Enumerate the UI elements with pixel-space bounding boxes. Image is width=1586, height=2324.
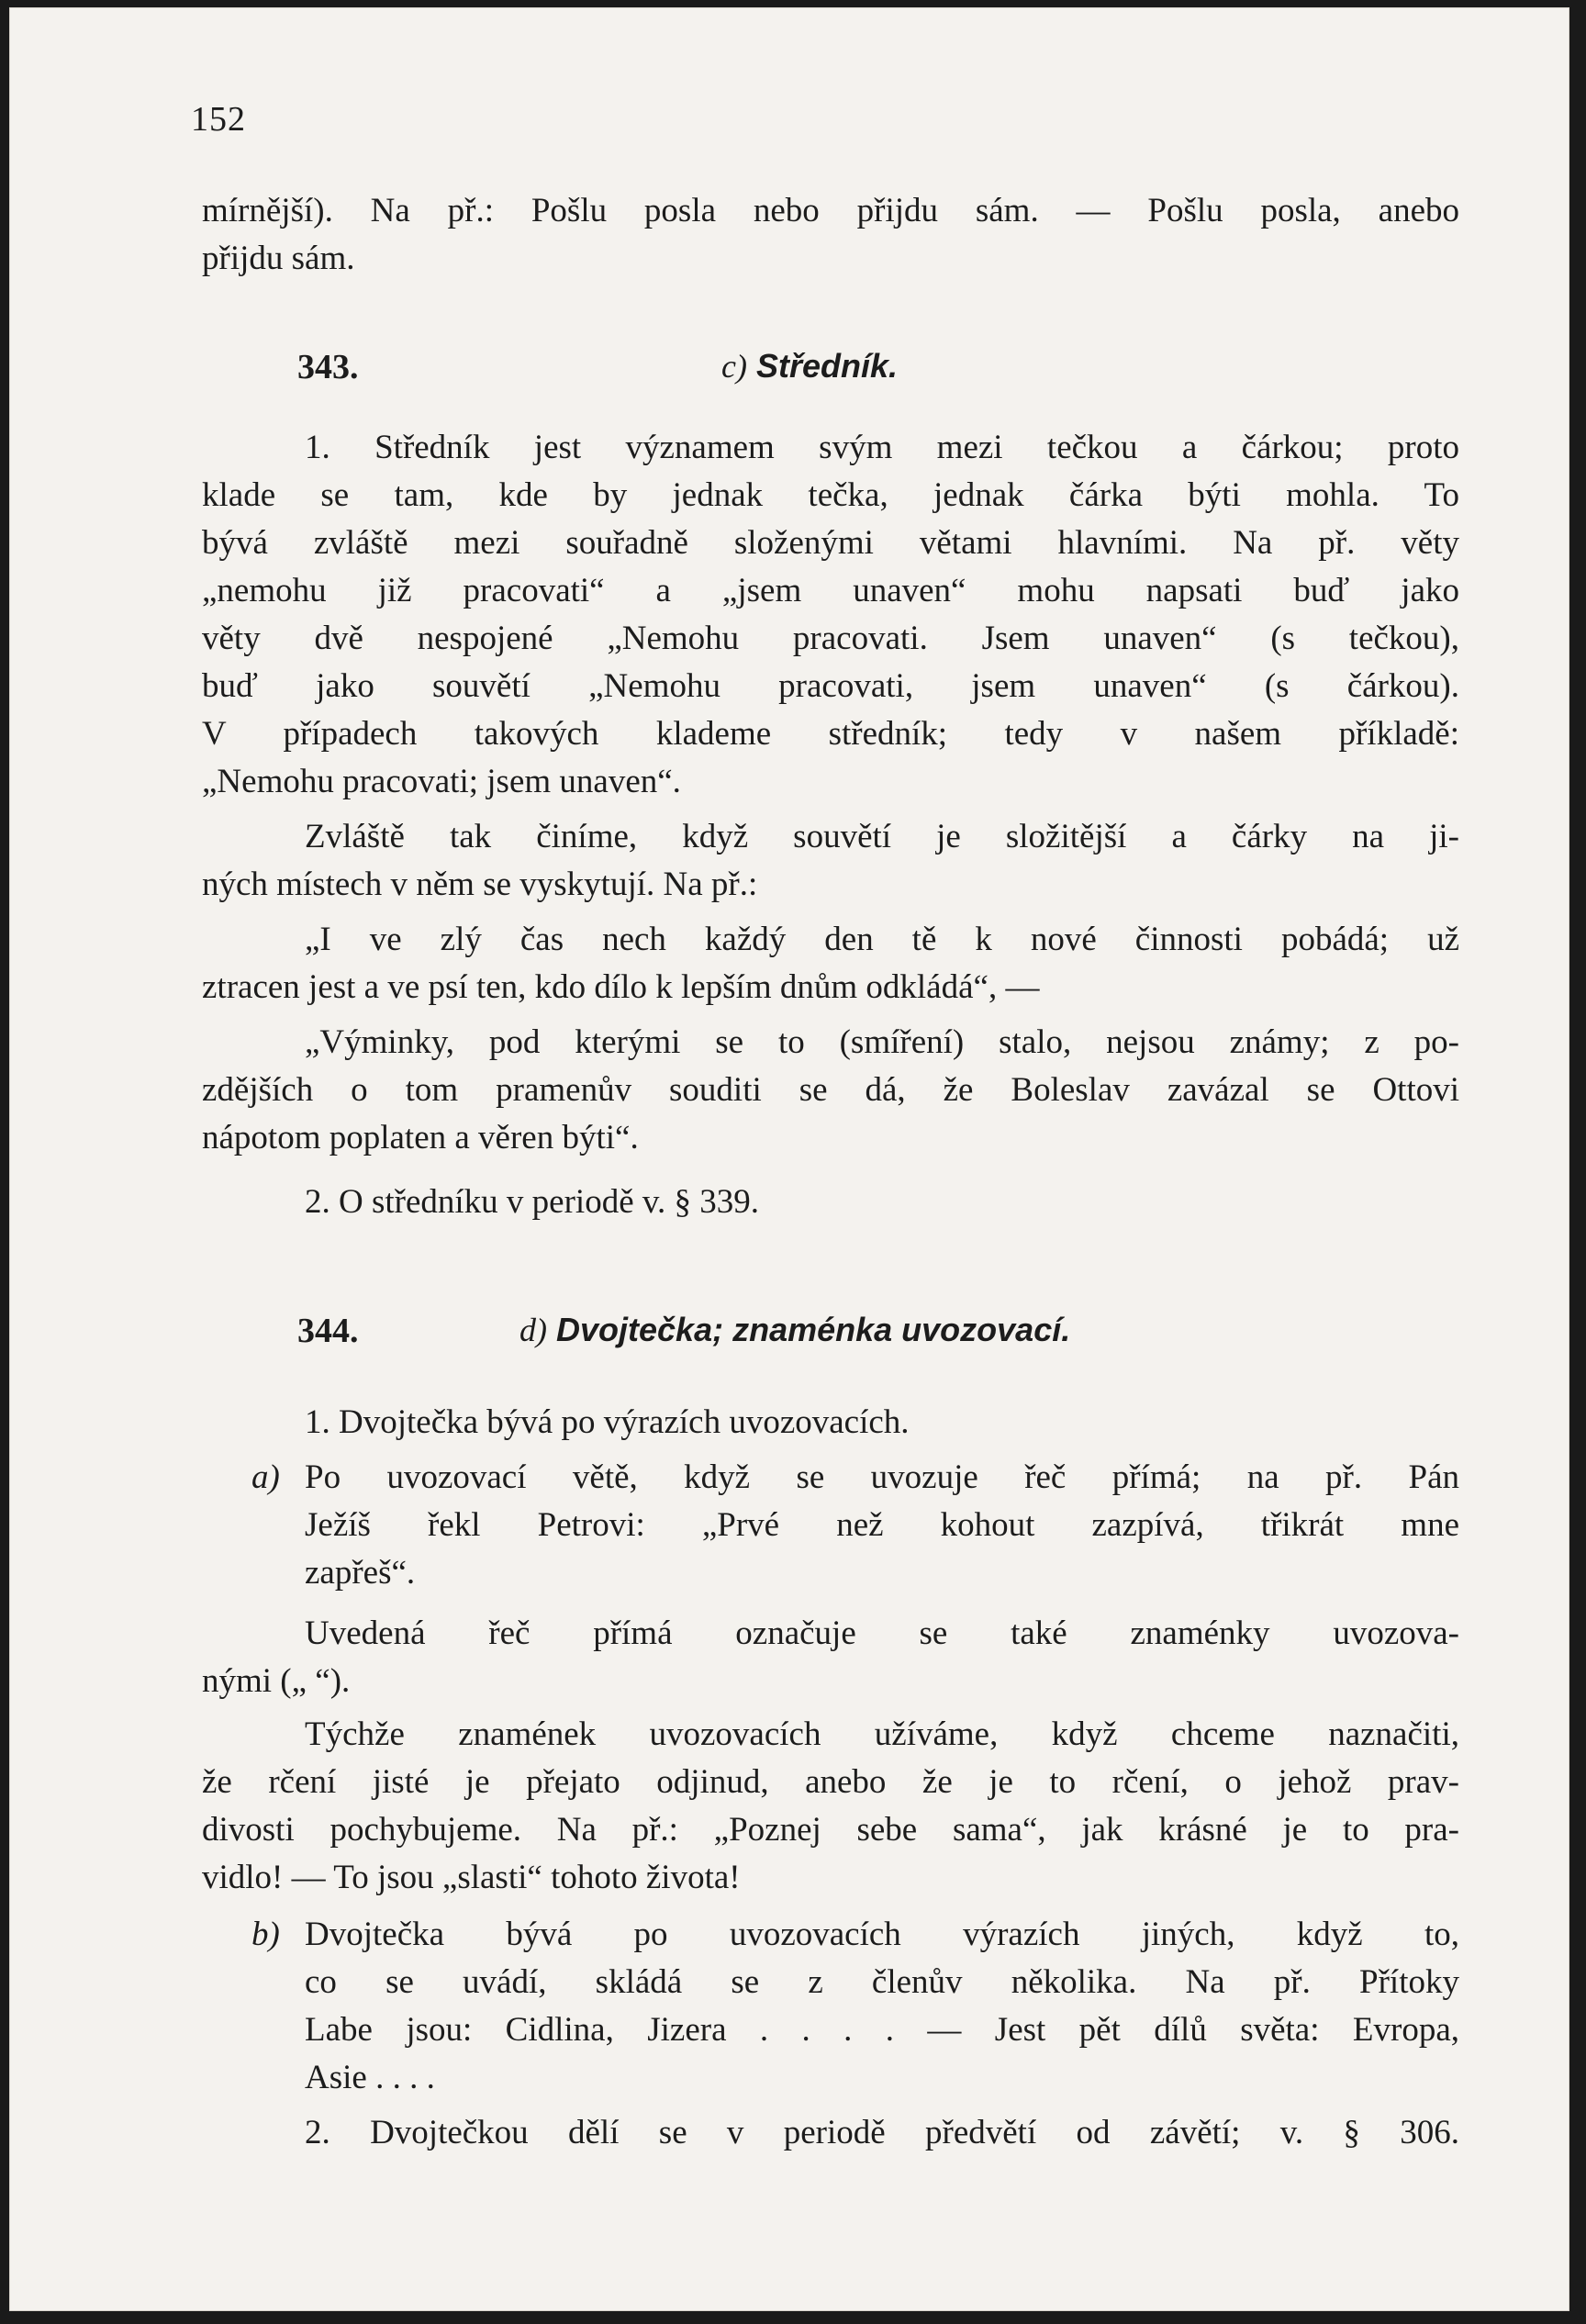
text-line: „nemohu již pracovati“ a „jsem unaven“ mohu napsati buď jako bbox=[202, 572, 1459, 609]
page-number: 152 bbox=[191, 100, 246, 139]
text-line: buď jako souvětí „Nemohu pracovati, jsem unaven“ (s čárkou). bbox=[202, 667, 1459, 705]
section-343-letter: c) bbox=[721, 348, 747, 385]
section-344-heading bbox=[519, 1311, 1070, 1349]
item-b-line: Labe jsou: Cidlina, Jizera . . . . — Jest pět dílů světa: Evropa, bbox=[305, 2011, 1459, 2049]
section-343-number: 343. bbox=[297, 348, 359, 386]
example-line: ztracen jest a ve psí ten, kdo dílo k lepším dnům odkládá“, — bbox=[202, 968, 1040, 1006]
text-line: 1. Středník jest významem svým mezi tečkou a čárkou; proto bbox=[305, 429, 1459, 466]
section-343-heading bbox=[721, 347, 898, 385]
text-line: přijdu sám. bbox=[202, 240, 355, 277]
item-a-label: a) bbox=[251, 1458, 280, 1496]
section-344-letter: d) bbox=[519, 1312, 547, 1348]
text-line: mírnější). Na př.: Pošlu posla nebo přijdu sám. — Pošlu posla, anebo bbox=[202, 192, 1459, 229]
section-344-title: Dvojtečka; znaménka uvozovací. bbox=[556, 1311, 1071, 1348]
text-line: ných místech v něm se vyskytují. Na př.: bbox=[202, 866, 758, 903]
example-line: „I ve zlý čas nech každý den tě k nové činnosti pobádá; už bbox=[305, 921, 1459, 958]
example-line: nápotom poplaten a věren býti“. bbox=[202, 1119, 639, 1156]
small-text-line: vidlo! — To jsou „slasti“ tohoto života! bbox=[202, 1859, 741, 1896]
text-line: 1. Dvojtečka bývá po výrazích uvozovacích. bbox=[305, 1403, 910, 1441]
text-line: klade se tam, kde by jednak tečka, jednak čárka býti mohla. To bbox=[202, 476, 1459, 514]
text-line: V případech takových klademe středník; tedy v našem příkladě: bbox=[202, 715, 1459, 753]
item-b-line bbox=[251, 1911, 1459, 1959]
example-line: zdějších o tom pramenův souditi se dá, že Boleslav zavázal se Ottovi bbox=[202, 1071, 1459, 1109]
section-343-title: Středník. bbox=[755, 347, 899, 385]
book-page bbox=[9, 7, 1569, 2311]
section-344-number: 344. bbox=[297, 1312, 359, 1350]
item-a-line: Ježíš řekl Petrovi: „Prvé než kohout zazpívá, třikrát mne bbox=[305, 1506, 1459, 1544]
item-a-text: Po uvozovací větě, když se uvozuje řeč přímá; na př. Pán bbox=[305, 1458, 1459, 1496]
text-line: 2. Dvojtečkou dělí se v periodě předvětí od závětí; v. § 306. bbox=[305, 2114, 1459, 2151]
item-b-line: Asie . . . . bbox=[305, 2059, 435, 2096]
text-line: nými („ “). bbox=[202, 1662, 351, 1700]
text-line: „Nemohu pracovati; jsem unaven“. bbox=[202, 763, 681, 800]
text-line: Uvedená řeč přímá označuje se také znaménky uvozova- bbox=[305, 1615, 1459, 1652]
item-b-label: b) bbox=[251, 1916, 280, 1953]
item-b-line: co se uvádí, skládá se z členův několika. Na př. Přítoky bbox=[305, 1963, 1459, 2001]
small-text-line: divosti pochybujeme. Na př.: „Poznej sebe sama“, jak krásné je to pra- bbox=[202, 1811, 1459, 1849]
small-text-line: že rčení jisté je přejato odjinud, anebo že je to rčení, o jehož prav- bbox=[202, 1763, 1459, 1801]
example-line: „Výminky, pod kterými se to (smíření) stalo, nejsou známy; z po- bbox=[305, 1023, 1459, 1061]
item-a-line: zapřeš“. bbox=[305, 1554, 416, 1592]
text-line: věty dvě nespojené „Nemohu pracovati. Jsem unaven“ (s tečkou), bbox=[202, 620, 1459, 657]
text-line: 2. O středníku v periodě v. § 339. bbox=[305, 1183, 759, 1221]
text-line: Zvláště tak činíme, když souvětí je složitější a čárky na ji- bbox=[305, 818, 1459, 855]
text-line: bývá zvláště mezi souřadně složenými větami hlavními. Na př. věty bbox=[202, 524, 1459, 562]
item-a-line bbox=[251, 1454, 1459, 1502]
small-text-line: Týchže znamének uvozovacích užíváme, když chceme naznačiti, bbox=[305, 1715, 1459, 1753]
item-b-text: Dvojtečka bývá po uvozovacích výrazích jiných, když to, bbox=[305, 1916, 1459, 1953]
